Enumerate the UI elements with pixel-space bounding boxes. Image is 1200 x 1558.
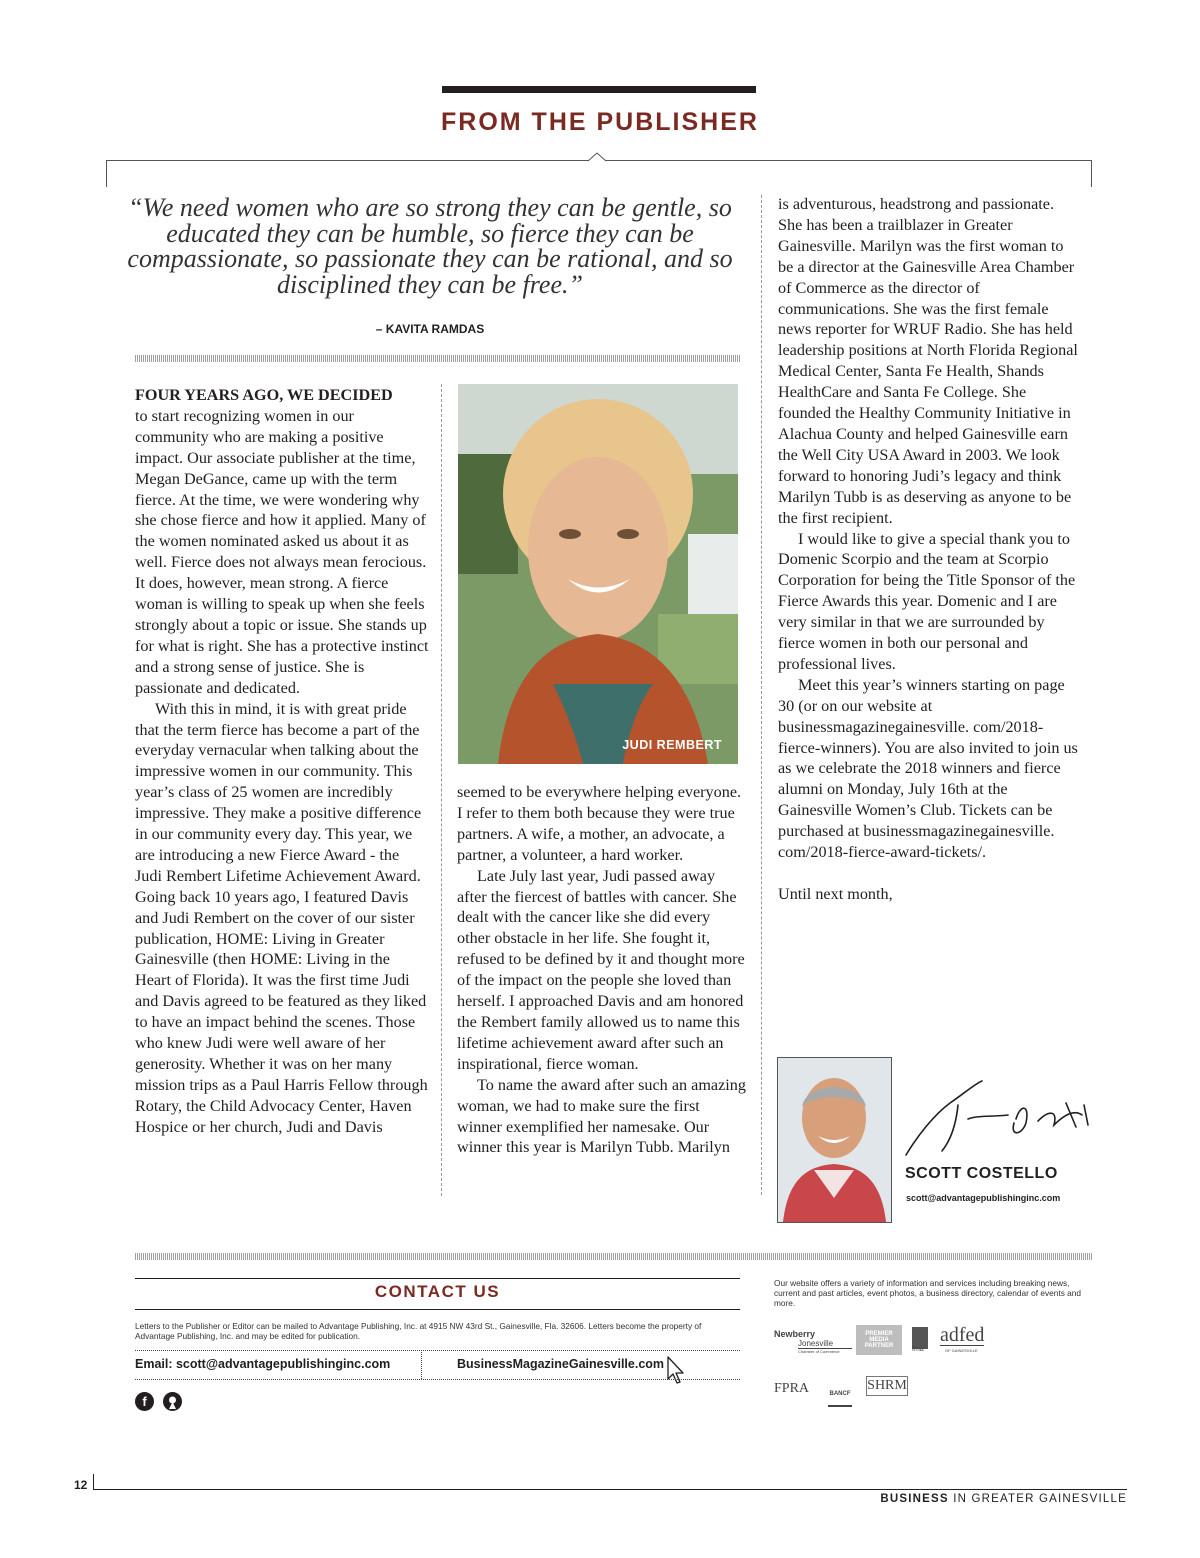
social-glyph: [163, 1392, 182, 1411]
footer-rule: [93, 1489, 1127, 1490]
bracket-notch: [587, 152, 607, 162]
footer-tick: [93, 1474, 94, 1490]
article-column-1: [135, 385, 429, 1138]
publication-name: [880, 1493, 1127, 1505]
publisher-email: scott@advantagepublishinginc.com: [906, 1193, 1061, 1203]
publisher-portrait-illustration: [778, 1058, 891, 1222]
paragraph: I would like to give a special thank you to Domenic Scorpio and the team at Scorpio Corporation for being the Title Sponsor of the Fierce Awards this year. Domenic and I are very similar in that we are surrounded by fierce women in both our personal and professional lives.: [778, 529, 1076, 673]
photo-caption: JUDI REMBERT: [622, 738, 722, 752]
logo-text: Jonesville: [798, 1339, 852, 1349]
publisher-photo: [777, 1057, 892, 1223]
paragraph: to start recognizing women in our community who are making a positive impact. Our associate publisher at the time, Megan DeGance, came up with the term fierce. At the time, we were wondering why she chose fierce and how it applied. Many of the women nominated asked us about it as well. Fierce does not always mean ferocious. It does, however, mean strong. A fierce woman is willing to speak up when she feels strongly about a topic or issue. She stands up for what is right. She has a protective instinct and a strong sense of justice. She is passionate and dedicated.: [135, 406, 429, 697]
divider-hatched: [135, 355, 740, 362]
contact-rule-top: [135, 1278, 740, 1279]
website-link[interactable]: BusinessMagazineGainesville.com: [457, 1357, 665, 1371]
contact-rule-dotted: [135, 1350, 740, 1351]
logo-adfed: adfed: [940, 1324, 985, 1346]
paragraph: is adventurous, headstrong and passionate. She has been a trailblazer in Greater Gainesville. Marilyn was the first woman to be a director at the Gainesville Area Chamber of Commerce as the director of communications. She was the first female news reporter for WRUF Radio. She has held leadership positions at North Florida Regional Medical Center, Santa Fe Health, Shands HealthCare and Santa Fe College. She founded the Healthy Community Initiative in Alachua County and helped Gainesville earn the Well City USA Award in 2003. We look forward to honoring Judi’s legacy and think Marilyn Tubb is as deserving as anyone to be the first recipient.: [778, 195, 1078, 527]
paragraph: To name the award after such an amazing woman, we had to make sure the first winner exemplified her namesake. Our winner this year is Marilyn Tubb. Marilyn: [457, 1075, 746, 1157]
photo-judi-rembert: [458, 384, 738, 764]
page-number: 12: [74, 1478, 88, 1492]
logo-fma: fma: [912, 1346, 924, 1353]
bracket-line-right: [605, 160, 1092, 161]
header-bar: [442, 86, 756, 93]
column-divider: [441, 384, 442, 1196]
article-column-3: [778, 194, 1078, 905]
cursor-icon: [666, 1355, 686, 1385]
logo-bancf: BANCF: [828, 1383, 852, 1407]
paragraph: Meet this year’s winners starting on page 30 (or on our website at businessmagazinegainesville. com/2018-fierce-winners). You are also invited to join us as we celebrate the 2018 winners and fierce alumni on Monday, July 16th at the Gainesville Women’s Club. Tickets can be purchased at businessmagazinegainesville. com/2018-fierce-award-tickets/.: [778, 675, 1078, 862]
closing-line: Until next month,: [778, 885, 893, 903]
letters-note: Letters to the Publisher or Editor can be mailed to Advantage Publishing, Inc. at 4915 NW 43rd St., Gainesville, Fla. 32606. Letters become the property of Advantage Publishing, Inc. and may be edited for publication.: [135, 1321, 702, 1341]
publication-name-rest: IN GREATER GAINESVILLE: [953, 1493, 1127, 1505]
logo-media-partner: PREMIER MEDIA PARTNER: [856, 1325, 902, 1355]
logo-newberry-jonesville: [774, 1329, 852, 1354]
contact-rule-mid: [135, 1309, 740, 1310]
bracket-left-edge: [106, 160, 107, 187]
logo-text: Chamber of Commerce: [798, 1349, 840, 1354]
contact-rule-dotted: [135, 1379, 740, 1380]
quote-attribution: – KAVITA RAMDAS: [375, 322, 485, 336]
article-column-2: [457, 782, 747, 1158]
publication-name-bold: BUSINESS: [880, 1493, 949, 1505]
lead-in: FOUR YEARS AGO, WE DECIDED: [135, 386, 393, 404]
column-divider: [761, 195, 762, 1195]
facebook-icon[interactable]: f: [135, 1392, 154, 1411]
logo-text: Newberry: [774, 1329, 816, 1339]
divider-hatched: [135, 1253, 1093, 1260]
email-link[interactable]: Email: scott@advantagepublishinginc.com: [135, 1357, 391, 1371]
contact-title: CONTACT US: [374, 1282, 501, 1301]
logo-adfed-sub: OF GAINESVILLE: [945, 1348, 978, 1353]
website-note: Our website offers a variety of information and services including breaking news, current and past articles, event photos, a business directory, calendar of events and more.: [774, 1278, 1082, 1308]
pull-quote: “We need women who are so strong they can be gentle, so educated they can be humble, so fierce they can be compassionate, so passionate they can be rational, and so disciplined they can be free.”: [127, 193, 733, 299]
bracket-line-left: [106, 160, 589, 161]
logo-shrm: SHRM: [866, 1376, 908, 1396]
social-icon[interactable]: [163, 1392, 182, 1411]
publisher-name: SCOTT COSTELLO: [905, 1165, 1058, 1182]
logo-fpra: FPRA: [774, 1381, 810, 1396]
contact-divider: [421, 1350, 422, 1379]
paragraph: With this in mind, it is with great pride that the term fierce has become a part of the everyday vernacular when talking about the impressive women in our community. This year’s class of 25 women are incredibly impressive. They make a positive difference in our community every day. This year, we are introducing a new Fierce Award - the Judi Rembert Lifetime Achievement Award. Going back 10 years ago, I featured Davis and Judi Rembert on the cover of our sister publication, HOME: Living in Greater Gainesville (then HOME: Living in the Heart of Florida). It was the first time Judi and Davis agreed to be featured as they liked to have an impact behind the scenes. Those who knew Judi were well aware of her generosity. Whether it was on her many mission trips as a Paul Harris Fellow through Rotary, the Child Advocacy Center, Haven Hospice or her church, Judi and Davis: [135, 699, 428, 1136]
bracket-right-edge: [1091, 160, 1092, 187]
signature-script: [898, 1075, 1098, 1165]
paragraph: Late July last year, Judi passed away after the fiercest of battles with cancer. She dealt with the cancer like she did every other obstacle in her life. She fought it, refused to be defined by it and thought more of the impact on the people she loved than herself. I approached Davis and am honored the Rembert family allowed us to name this lifetime achievement award after such an inspirational, fierce woman.: [457, 866, 745, 1073]
section-title: FROM THE PUBLISHER: [441, 108, 759, 136]
portrait-illustration: [458, 384, 738, 764]
paragraph: seemed to be everywhere helping everyone. I refer to them both because they were true partners. A wife, a mother, an advocate, a partner, a volunteer, a hard worker.: [457, 783, 742, 864]
